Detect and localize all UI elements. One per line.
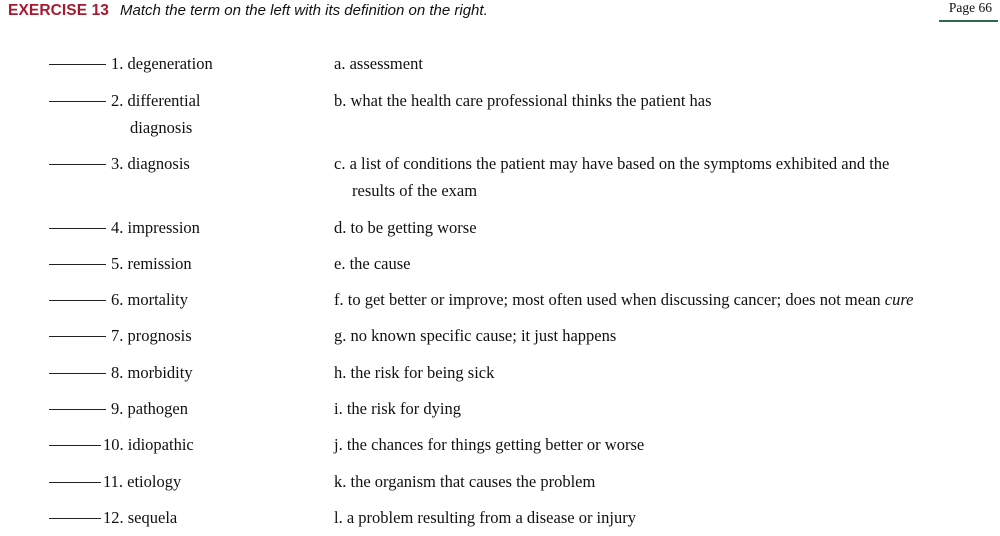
- definition-item: [334, 395, 994, 422]
- term-text: diagnosis: [127, 154, 190, 173]
- answer-blank[interactable]: [49, 228, 106, 229]
- definition-item: [334, 87, 994, 114]
- definition-letter: i.: [334, 399, 343, 418]
- exercise-instruction: Match the term on the left with its definition on the right.: [120, 2, 488, 19]
- definition-letter: h.: [334, 363, 347, 382]
- term-text: etiology: [127, 472, 182, 491]
- definition-item: [334, 468, 994, 495]
- term-number: 9.: [111, 399, 124, 418]
- term-text: sequela: [127, 508, 178, 527]
- definition-letter: c.: [334, 154, 346, 173]
- page-number: Page 66: [948, 0, 992, 15]
- term-text: impression: [127, 218, 200, 237]
- definition-letter: e.: [334, 254, 346, 273]
- answer-blank[interactable]: [49, 164, 106, 165]
- term-text: pathogen: [127, 399, 188, 418]
- definition-item: [334, 359, 994, 386]
- definition-letter: a.: [334, 54, 346, 73]
- definition-text: the risk for being sick: [350, 363, 495, 382]
- definition-letter: k.: [334, 472, 347, 491]
- definition-letter: b.: [334, 91, 347, 110]
- term-number: 4.: [111, 218, 124, 237]
- answer-blank[interactable]: [49, 101, 106, 102]
- term-text: degeneration: [127, 54, 213, 73]
- term-item: [111, 50, 213, 77]
- definition-item: [334, 431, 994, 458]
- definition-item: [334, 214, 994, 241]
- definition-letter: g.: [334, 326, 347, 345]
- definition-letter: d.: [334, 218, 347, 237]
- definition-item: [334, 504, 994, 531]
- term-item: [111, 214, 200, 241]
- term-number: 5.: [111, 254, 124, 273]
- answer-blank[interactable]: [49, 300, 106, 301]
- term-item: [111, 322, 192, 349]
- definition-text: to be getting worse: [350, 218, 477, 237]
- term-item: [111, 150, 190, 177]
- term-text: mortality: [127, 290, 188, 309]
- term-text: remission: [127, 254, 192, 273]
- term-number: 7.: [111, 326, 124, 345]
- definition-text: assessment: [349, 54, 423, 73]
- definition-text: the organism that causes the problem: [350, 472, 596, 491]
- definition-text: a list of conditions the patient may have based on the symptoms exhibited and the: [349, 154, 890, 173]
- definition-text: the chances for things getting better or worse: [346, 435, 645, 454]
- definition-text: a problem resulting from a disease or injury: [346, 508, 636, 527]
- definition-letter: l.: [334, 508, 343, 527]
- definition-text-continued: results of the exam: [352, 181, 478, 200]
- term-number: 1.: [111, 54, 124, 73]
- term-number: 3.: [111, 154, 124, 173]
- answer-blank[interactable]: [49, 336, 106, 337]
- definition-letter: f.: [334, 290, 344, 309]
- term-number: 12.: [103, 508, 124, 527]
- term-number: 2.: [111, 91, 124, 110]
- term-number: 6.: [111, 290, 124, 309]
- definition-item: [334, 50, 994, 77]
- answer-blank[interactable]: [49, 373, 106, 374]
- definition-text: to get better or improve; most often used when discussing cancer; does not mean: [347, 290, 881, 309]
- term-item: [111, 359, 193, 386]
- definition-letter: j.: [334, 435, 343, 454]
- term-item: [103, 468, 181, 495]
- answer-blank[interactable]: [49, 64, 106, 65]
- definition-item: [334, 322, 994, 349]
- definition-text: the cause: [349, 254, 411, 273]
- definition-item: [334, 250, 994, 277]
- term-number: 8.: [111, 363, 124, 382]
- definition-item: [334, 286, 994, 313]
- term-text: differential: [127, 91, 201, 110]
- answer-blank[interactable]: [49, 482, 101, 483]
- definition-text: no known specific cause; it just happens: [350, 326, 617, 345]
- term-item: [111, 395, 188, 422]
- term-item: [103, 431, 194, 458]
- definition-text: the risk for dying: [346, 399, 461, 418]
- term-item: [103, 504, 177, 531]
- term-text: idiopathic: [127, 435, 194, 454]
- term-number: 11.: [103, 472, 124, 491]
- term-text-continued: diagnosis: [130, 118, 193, 137]
- term-item: [111, 286, 188, 313]
- definition-item: [334, 150, 994, 204]
- term-text: prognosis: [127, 326, 192, 345]
- definition-emphasis: cure: [884, 290, 914, 309]
- answer-blank[interactable]: [49, 518, 101, 519]
- definition-text: what the health care professional thinks the patient has: [350, 91, 712, 110]
- term-text: morbidity: [127, 363, 193, 382]
- answer-blank[interactable]: [49, 264, 106, 265]
- answer-blank[interactable]: [49, 445, 101, 446]
- term-item: [111, 250, 192, 277]
- exercise-label: EXERCISE 13: [8, 2, 110, 19]
- term-item: [111, 87, 201, 141]
- term-number: 10.: [103, 435, 124, 454]
- answer-blank[interactable]: [49, 409, 106, 410]
